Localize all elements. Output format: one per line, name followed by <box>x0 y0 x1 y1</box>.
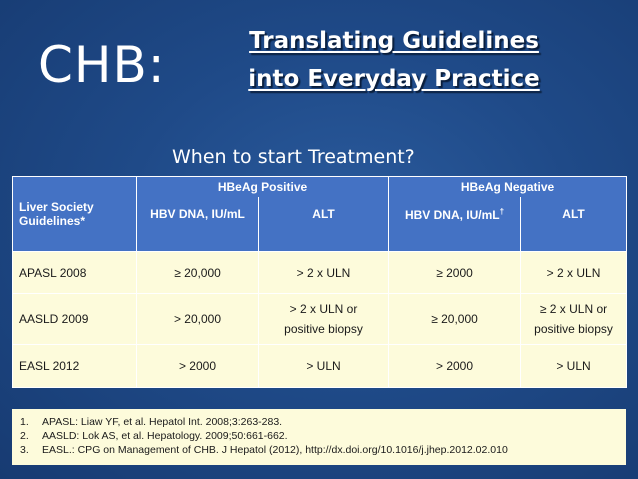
pos-dna-cell: ≥ 20,000 <box>137 252 259 294</box>
reference-text: AASLD: Lok AS, et al. Hepatology. 2009;50:661-662. <box>42 430 288 442</box>
references-box <box>12 409 626 465</box>
table-row <box>13 252 627 294</box>
society-cell: APASL 2008 <box>13 252 137 294</box>
subtitle-line-1: Translating Guidelines <box>249 28 539 54</box>
neg-dna-cell: > 2000 <box>389 345 521 388</box>
neg-alt-line-1: ≥ 2 x ULN or <box>539 302 608 316</box>
reference-item <box>12 443 626 457</box>
reference-number: 1. <box>20 416 29 428</box>
neg-dna-cell: ≥ 2000 <box>389 252 521 294</box>
neg-dna-cell: ≥ 20,000 <box>389 294 521 345</box>
footnote-mark: † <box>499 207 505 216</box>
neg-alt-cell: > ULN <box>521 345 627 388</box>
slide-title: CHB: <box>38 36 166 94</box>
society-cell: AASLD 2009 <box>13 294 137 345</box>
table-row <box>13 345 627 388</box>
col-header-neg-dna-label: HBV DNA, IU/mL <box>404 208 500 222</box>
pos-dna-cell: > 20,000 <box>137 294 259 345</box>
group-header-hbeag-negative: HBeAg Negative <box>389 177 627 198</box>
reference-text: EASL.: CPG on Management of CHB. J Hepatol (2012), http://dx.doi.org/10.1016/j.jhep.2012.02.010 <box>42 444 508 456</box>
table-row <box>13 294 627 345</box>
pos-alt-line-1: > 2 x ULN or <box>289 302 358 316</box>
slide-subtitle <box>226 22 562 98</box>
pos-alt-cell: > 2 x ULN <box>259 252 389 294</box>
reference-item <box>12 415 626 429</box>
neg-alt-line-2: positive biopsy <box>534 322 613 336</box>
reference-number: 3. <box>20 444 29 456</box>
row-header-cell: Liver Society Guidelines* <box>13 177 137 252</box>
reference-number: 2. <box>20 430 29 442</box>
subtitle-line-2: into Everyday Practice <box>248 66 540 92</box>
guidelines-table <box>12 176 627 388</box>
reference-text: APASL: Liaw YF, et al. Hepatol Int. 2008;3:263-283. <box>42 416 283 428</box>
group-header-hbeag-positive: HBeAg Positive <box>137 177 389 198</box>
neg-alt-cell: > 2 x ULN <box>521 252 627 294</box>
neg-alt-cell <box>521 294 627 345</box>
pos-alt-cell: > ULN <box>259 345 389 388</box>
pos-alt-line-2: positive biopsy <box>284 322 363 336</box>
pos-alt-cell <box>259 294 389 345</box>
guidelines-table-container <box>12 176 626 376</box>
society-cell: EASL 2012 <box>13 345 137 388</box>
reference-item <box>12 429 626 443</box>
col-header-pos-alt: ALT <box>259 197 389 252</box>
pos-dna-cell: > 2000 <box>137 345 259 388</box>
table-header-row <box>13 177 627 198</box>
col-header-neg-dna <box>389 197 521 252</box>
section-heading: When to start Treatment? <box>172 146 415 168</box>
col-header-neg-alt: ALT <box>521 197 627 252</box>
col-header-pos-dna: HBV DNA, IU/mL <box>137 197 259 252</box>
